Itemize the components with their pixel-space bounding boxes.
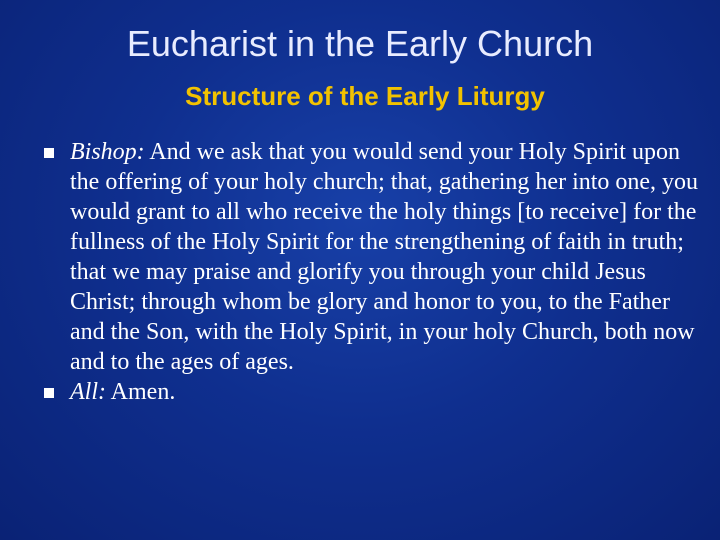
bullet-list xyxy=(44,137,704,407)
square-bullet-icon xyxy=(44,388,54,398)
square-bullet-icon xyxy=(44,148,54,158)
speaker-label: Bishop: xyxy=(70,139,145,165)
slide-subtitle: Structure of the Early Liturgy xyxy=(185,81,545,111)
list-item xyxy=(44,137,704,377)
slide-title: Eucharist in the Early Church xyxy=(126,23,594,64)
speaker-label: All: xyxy=(70,379,106,405)
list-item xyxy=(44,377,704,407)
bullet-text: Amen. xyxy=(106,379,176,405)
bullet-text: And we ask that you would send your Holy Spirit upon the offering of your holy church; that, gathering her into one, you would grant to all who receive the holy things [to receive] for the fullness of the Holy Spirit for the strengthening of faith in truth; that we may praise and glorify you through your child Jesus Christ; through whom be glory and honor to you, to the Father and the Son, with the Holy Spirit, in your holy Church, both now and to the ages of ages. xyxy=(70,139,699,375)
